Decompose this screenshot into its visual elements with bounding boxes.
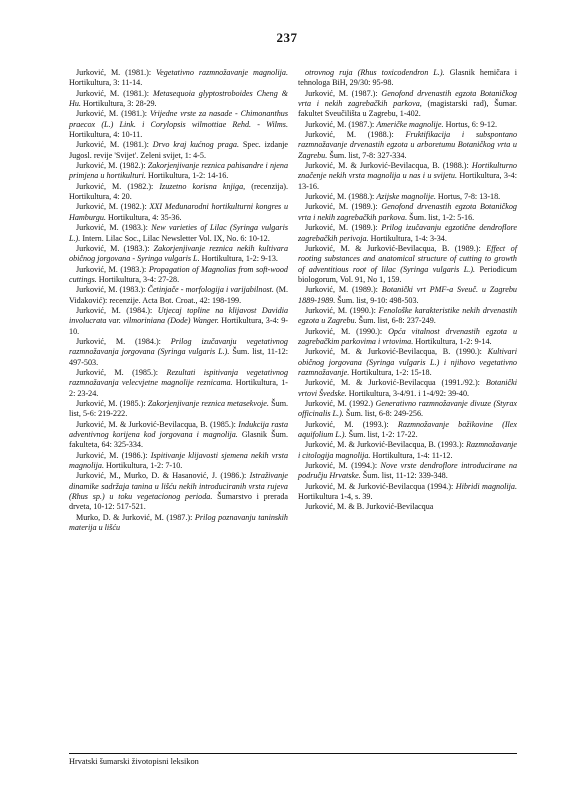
entry-title: New varieties of Lilac (Syringa vulgaris L.). <box>69 223 289 243</box>
entry-author: Jurković, M. (1988.): <box>305 130 394 140</box>
entry-title: Istraživanje dinamike sadržaja tanina u lišću nekih introduciranih vrsta rujeva (Rhus sp.) u toku vegetacionog perioda. <box>69 471 288 502</box>
bibliography-entry <box>69 451 288 472</box>
entry-title: Razmnožavanje i citologija magnolija. <box>298 440 517 460</box>
entry-author: Jurković, M. (1987.): <box>305 88 378 98</box>
entry-author: Jurković, M. (1981.): <box>76 109 148 119</box>
entry-author: Jurković, M. (1994.): <box>305 461 378 471</box>
entry-author: Jurković, M. (1984.): <box>76 305 153 315</box>
entry-author: Jurković, M. & Jurković-Bevilacqua, B. (1988.): <box>305 161 469 171</box>
entry-title: Razmnožavanje božikovine (Ilex aquifolium L.). <box>298 419 518 440</box>
bibliography-entry <box>298 223 517 244</box>
footer-title: Hrvatski šumarski životopisni leksikon <box>69 753 517 766</box>
entry-author: Jurković, M. (1982.): <box>76 202 147 212</box>
bibliography-entry <box>298 161 517 192</box>
entry-author: Jurković, M. (1984.): <box>76 336 161 346</box>
entry-title: Botanički vrtovi Švedske. <box>298 378 518 398</box>
entry-source: Hortikultura, 1-2: 9-14. <box>415 336 492 346</box>
entry-title: Azijske magnolije. <box>376 192 436 202</box>
entry-source: Hortikultura, 1-2: 9-13. <box>201 254 278 264</box>
entry-source: Hortikultura 1-4, s. 39. <box>298 492 373 502</box>
entry-author: Jurković, M. (1985.): <box>76 367 159 377</box>
entry-source: Hortikultura, 3-4/91. i 1-4/92: 39-40. <box>348 388 470 398</box>
bibliography-entry <box>298 461 517 482</box>
entry-source: (recenzija). Hortikultura, 4: 20. <box>69 181 289 202</box>
bibliography-entry <box>298 285 517 306</box>
entry-title: Prilog poznavanju taninskih materija u lišću <box>69 512 288 533</box>
entry-source: Hortikultura, 1-2: 7-10. <box>106 461 183 471</box>
entry-author: Jurković, M. (1988.): <box>305 192 375 202</box>
entry-source: Hortikultura, 4: 10-11. <box>69 130 143 140</box>
entry-title: Izuzetno korisna knjiga, <box>159 181 246 191</box>
entry-title: Indukcija rasta adventivnog korijena kod jorgovana i magnolija. <box>69 419 289 440</box>
entry-source: Periodicum biologorum, Vol. 91, No 1, 159. <box>298 264 517 284</box>
bibliography-entry <box>69 244 288 265</box>
bibliography-entry <box>298 244 517 285</box>
entry-source: (magistarski rad), Šumar. fakultet Sveučilišta u Zagrebu, 1-402. <box>298 99 517 119</box>
entry-author: Jurković, M. (1982.): <box>76 181 154 191</box>
entry-source: Hortikultura, 1-2: 23-24. <box>69 378 289 398</box>
entry-title: Zakorjenjivanje reznica pahisandre i njena primjena u hortikulturi. <box>69 161 289 181</box>
entry-title: Prilog izučavanju vegetativnog razmnožavanja jorgovana (Syringa vulgaris L.). <box>69 336 288 357</box>
bibliography-entry <box>298 306 517 327</box>
entry-source: Šum. list, 6-8: 249-256. <box>345 409 424 419</box>
entry-author: Jurković, M. & Jurković-Bevilacqua, B. (1985.): <box>76 419 236 429</box>
bibliography-entry <box>69 89 288 110</box>
entry-title: Hibridi magnolija. <box>455 481 517 491</box>
entry-source: Šum. list, 9-10: 498-503. <box>337 295 419 305</box>
entry-title: Hortikulturno značenje nekih vrsta magnolija u nas i u svijetu. <box>298 161 517 181</box>
entry-title: Fruktifikacija i subspontano razmnožavanje drvenastih egzota u arboretumu Botaničkog vrta u Zagrebu. <box>298 130 518 160</box>
left-column <box>69 68 288 748</box>
entry-source: Šum. list, 11-12: 339-348. <box>362 471 448 481</box>
entry-title: Zakorjenjivanje reznica metasekvoje. <box>147 399 269 408</box>
bibliography-entry <box>298 482 517 503</box>
bibliography-columns <box>69 68 517 748</box>
bibliography-entry <box>298 68 517 89</box>
entry-author: Jurković, M. (1981.): <box>76 68 152 77</box>
right-column <box>298 68 517 748</box>
entry-author: Jurković, M. (1989.): <box>305 202 378 212</box>
entry-source: Glasnik hemičara i tehnologa BiH, 29/30: 95-98. <box>298 68 517 88</box>
entry-author: Jurković, M. (1983.): <box>76 243 150 253</box>
entry-source: Hortikultura, 4: 35-36. <box>107 212 182 222</box>
entry-title: Metasequoia glyptostroboides Cheng & Hu. <box>69 88 289 109</box>
bibliography-entry <box>298 420 517 441</box>
bibliography-entry <box>69 399 288 420</box>
entry-source: Hortikultura, 3-4: 13-16. <box>298 171 517 191</box>
entry-title: Četinjače - morfologija i varijabilnost. <box>147 285 274 295</box>
bibliography-entry <box>298 378 517 399</box>
entry-title: Genofond drvenastih egzota Botaničkog vrta i nekih zagrebačkih parkova. <box>298 202 517 222</box>
bibliography-entry <box>298 502 517 512</box>
entry-title: Zakorjenjivanje reznica nekih kultivara običnog jorgovana - Syringa vulgaris L. <box>69 243 289 264</box>
entry-title: Botanički vrt PMF-a Sveuč. u Zagrebu 1889-1989. <box>298 285 517 305</box>
entry-author: Jurković, M. (1992.) <box>305 399 373 408</box>
entry-source: Hortikultura, 3-4: 27-28. <box>98 274 180 284</box>
entry-source: Hortikultura, 1-2: 14-16. <box>148 171 229 181</box>
entry-author: Jurković, M., Murko, D. & Hasanović, J. (1986.): <box>76 471 247 481</box>
page-number: 237 <box>276 30 298 45</box>
entry-author: Jurković, M. (1985.): <box>76 399 146 408</box>
entry-title: Vegetativno razmnožavanje magnolija. <box>156 68 288 77</box>
bibliography-entry <box>69 161 288 182</box>
bibliography-entry <box>69 337 288 368</box>
bibliography-entry <box>69 140 288 161</box>
bibliography-entry <box>298 130 517 161</box>
entry-title: Američke magnolije. <box>376 119 444 129</box>
entry-author: Jurković, M. (1981.): <box>76 88 150 98</box>
bibliography-entry <box>298 120 517 130</box>
entry-title: Generativno razmnožavanje divuze (Styrax officinalis L.). <box>298 399 517 419</box>
entry-source: Hortus, 6: 9-12. <box>445 119 498 129</box>
entry-title: Drvo kraj kućnog praga. <box>152 140 240 150</box>
bibliography-entry <box>69 265 288 286</box>
entry-source: Glasnik Šum. fakulteta, 64: 325-334. <box>69 430 289 450</box>
entry-author: Jurković, M. & Jurković-Bevilacqua, B. (1989.): <box>305 243 481 253</box>
bibliography-entry <box>69 182 288 203</box>
bibliography-entry <box>69 513 288 534</box>
entry-source: Šum. list, 1-2: 17-22. <box>348 430 418 440</box>
entry-source: Hortikultura, 3: 11-14. <box>69 78 143 88</box>
entry-source: Spec. izdanje Jugosl. revije 'Svijet'. Zeleni svijet, 1: 4-5. <box>69 140 289 160</box>
entry-title: Nove vrste dendroflore introducirane na području Hrvatske. <box>298 461 518 481</box>
entry-title: Kultivari običnog jorgovana (Syringa vulgaris L.) i njihovo vegetativno razmnožavanje. <box>298 347 517 377</box>
bibliography-entry <box>69 368 288 399</box>
entry-title: Fenološke karakteristike nekih drvenastih egzota u Zagrebu. <box>298 305 518 326</box>
bibliography-entry <box>298 192 517 202</box>
entry-title: Opća vitalnost drvenastih egzota u zagrebačkim parkovima i vrtovima. <box>298 326 518 346</box>
entry-title: Utjecaj topline na klijavost Davidia involucrata var. vilmoriniana (Dode) Wanger. <box>69 305 289 326</box>
bibliography-entry <box>298 327 517 348</box>
entry-author: Jurković, M. & Jurković-Bevilacqua, B. (1993.): <box>305 440 464 450</box>
bibliography-entry <box>298 89 517 120</box>
entry-author: Jurković, M. (1989.): <box>305 285 378 295</box>
entry-author: Jurković, M. (1982.): <box>76 161 146 171</box>
entry-source: Hortikultura, 3: 28-29. <box>83 99 157 109</box>
entry-source: Šum. list, 5-6: 219-222. <box>69 399 289 419</box>
entry-author: Jurković, M. (1990.): <box>305 326 383 336</box>
entry-author: Jurković, M. (1990.): <box>305 305 376 315</box>
entry-source: Hortikultura, 3-4: 9-10. <box>69 316 289 336</box>
entry-source: Hortikultura, 1-4: 11-12. <box>372 450 453 460</box>
bibliography-entry <box>69 306 288 337</box>
entry-author: Jurković, M. & Jurković-Bevilacqua, B. (1990.): <box>305 347 482 357</box>
entry-source: Intern. Lilac Soc., Lilac Newsletter Vol. IX, No. 6: 10-12. <box>82 233 270 243</box>
entry-author: Jurković, M. (1993.): <box>305 419 389 429</box>
entry-author: Jurković, M. & B. Jurković-Bevilacqua <box>305 502 434 512</box>
entry-source: Šum. list, 1-2: 5-16. <box>409 212 475 222</box>
entry-author: Jurković, M. & Jurković-Bevilacqua (1991./92.): <box>305 378 480 388</box>
entry-author: Jurković, M. (1981.): <box>76 140 149 150</box>
entry-author: Jurković, M. (1983.): <box>76 285 146 295</box>
bibliography-entry <box>69 68 288 89</box>
bibliography-entry <box>69 109 288 140</box>
bibliography-entry <box>298 202 517 223</box>
entry-author: Jurković, M. (1986.): <box>76 450 148 460</box>
bibliography-entry <box>298 440 517 461</box>
bibliography-entry <box>69 471 288 512</box>
entry-author: Jurković, M. (1989.): <box>305 223 378 233</box>
entry-title: Prilog izučavanju egzotične dendroflore zagrebačkih perivoja. <box>298 223 517 243</box>
entry-author: Jurković, M. (1983.): <box>76 223 148 233</box>
bibliography-entry <box>69 223 288 244</box>
entry-title: Ispitivanje klijavosti sjemena nekih vrsta magnolija. <box>69 450 289 471</box>
entry-source: Šumarstvo i prerada drveta, 10-12: 517-521. <box>69 492 289 512</box>
entry-title: Effect of rooting substances and anatomical structure of cutting to growth of adventitious root of lilac (Syringa vulgaris L.). <box>298 243 517 274</box>
entry-source: Šum. list, 7-8: 327-334. <box>329 150 407 160</box>
entry-author: Jurković, M. (1987.): <box>305 119 375 129</box>
entry-source: Šum. list, 11-12: 497-503. <box>69 347 289 367</box>
entry-source: Hortikultura, 1-2: 15-18. <box>351 367 432 377</box>
entry-source: Hortikultura, 1-4: 3-34. <box>370 233 447 243</box>
bibliography-entry <box>69 202 288 223</box>
entry-source: (M. Vidaković): recenzije. Acta Bot. Croat., 42: 198-199. <box>69 285 289 305</box>
bibliography-entry <box>298 399 517 420</box>
entry-title: Rezultati ispitivanja vegetativnog razmnožavanja velecvjetne magnolije reznicama. <box>69 367 289 388</box>
entry-author: Jurković, M. (1983.): <box>76 264 147 274</box>
bibliography-entry <box>69 420 288 451</box>
entry-title: otrovnog ruja (Rhus toxicodendron L.). <box>305 68 445 77</box>
entry-title: Genofond drvenastih egzota Botaničkog vrta i nekih zagrebačkih parkova, <box>298 88 517 109</box>
bibliography-entry <box>298 347 517 378</box>
entry-source: Šum. list, 6-8: 237-249. <box>358 316 436 326</box>
entry-title: XXI Međunarodni hortikulturni kongres u Hamburgu. <box>69 202 289 222</box>
entry-source: Hortus, 7-8: 13-18. <box>437 192 501 202</box>
entry-author: Jurković, M. & Jurković-Bevilacqua (1994.): <box>305 481 454 491</box>
entry-title: Vrijedne vrste za nasade - Chimonanthus praecox (L.) Link. i Corylopsis wilmottiae Rehd. - Wilms. <box>69 109 288 129</box>
entry-title: Propagation of Magnolias from soft-wood cuttings. <box>69 264 288 284</box>
bibliography-entry <box>69 285 288 306</box>
entry-author: Murko, D. & Jurković, M. (1987.): <box>76 512 193 522</box>
